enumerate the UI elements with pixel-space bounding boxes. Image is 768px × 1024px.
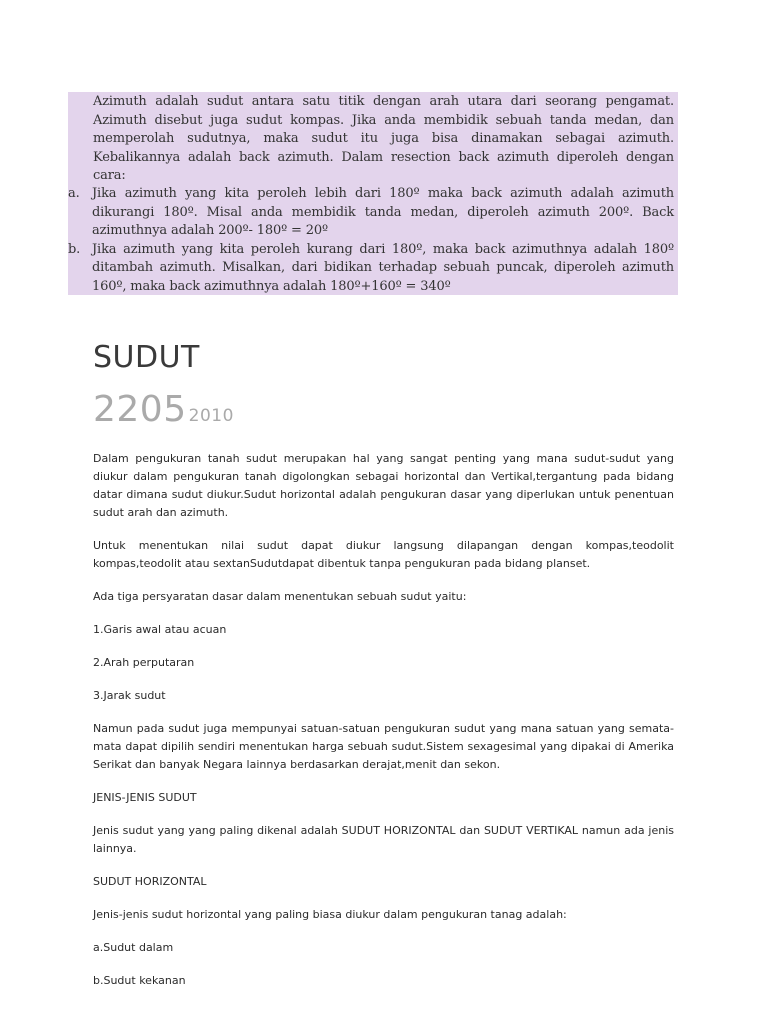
body-paragraph: Dalam pengukuran tanah sudut merupakan hal yang sangat penting yang mana sudut-sudut yang diukur dalam pengukuran tanah digolongkan sebagai horizontal dan Vertikal,tergantung pada bidang datar dimana sudut diukur.Sudut horizontal adalah pengukuran dasar yang diperlukan untuk penentuan sudut arah dan azimuth. bbox=[93, 452, 674, 519]
list-item bbox=[68, 185, 674, 241]
body-paragraph: 2.Arah perputaran bbox=[93, 656, 195, 669]
body-paragraph: 3.Jarak sudut bbox=[93, 689, 166, 702]
section-heading: JENIS-JENIS SUDUT bbox=[93, 791, 197, 804]
body-paragraph: Ada tiga persyaratan dasar dalam menentukan sebuah sudut yaitu: bbox=[93, 590, 467, 603]
section-heading: SUDUT HORIZONTAL bbox=[93, 875, 207, 888]
article-body bbox=[93, 450, 674, 1005]
date-day-month: 2205 bbox=[93, 389, 187, 430]
body-paragraph: Jenis-jenis sudut horizontal yang paling biasa diukur dalam pengukuran tanag adalah: bbox=[93, 908, 567, 921]
list-marker: b. bbox=[68, 241, 81, 257]
back-azimuth-list bbox=[68, 185, 674, 296]
list-item-text: Jika azimuth yang kita peroleh kurang dari 180º, maka back azimuthnya adalah 180º ditambah azimuth. Misalkan, dari bidikan terhadap sebuah puncak, diperoleh azimuth 160º, maka back azimuthnya adalah 180º+160º = 340º bbox=[92, 241, 674, 294]
body-paragraph: Namun pada sudut juga mempunyai satuan-satuan pengukuran sudut yang mana satuan yang semata-mata dapat dipilih sendiri menentukan harga sebuah sudut.Sistem sexagesimal yang dipakai di Amerika Serikat dan banyak Negara lainnya berdasarkan derajat,menit dan sekon. bbox=[93, 722, 674, 771]
list-item-text: Jika azimuth yang kita peroleh lebih dari 180º maka back azimuth adalah azimuth dikurangi 180º. Misal anda membidik tanda medan, diperoleh azimuth 200º. Back azimuthnya adalah 200º- 180º = 20º bbox=[92, 186, 674, 238]
body-paragraph: 1.Garis awal atau acuan bbox=[93, 623, 227, 636]
date-year: 2010 bbox=[188, 406, 234, 426]
article-title: SUDUT bbox=[93, 340, 200, 375]
body-paragraph: Jenis sudut yang yang paling dikenal adalah SUDUT HORIZONTAL dan SUDUT VERTIKAL namun ada jenis lainnya. bbox=[93, 824, 674, 855]
highlighted-intro bbox=[93, 93, 674, 186]
list-item bbox=[68, 241, 674, 297]
body-paragraph: Untuk menentukan nilai sudut dapat diukur langsung dilapangan dengan kompas,teodolit kompas,teodolit atau sextanSudutdapat dibentuk tanpa pengukuran pada bidang planset. bbox=[93, 539, 674, 570]
list-marker: a. bbox=[68, 186, 80, 201]
body-paragraph: b.Sudut kekanan bbox=[93, 974, 186, 987]
article-date bbox=[93, 389, 234, 430]
body-paragraph: a.Sudut dalam bbox=[93, 941, 174, 954]
azimuth-intro-paragraph: Azimuth adalah sudut antara satu titik dengan arah utara dari seorang pengamat. Azimuth disebut juga sudut kompas. Jika anda membidik sebuah tanda medan, dan memperolah sudutnya, maka sudut itu juga bisa dinamakan sebagai azimuth. Kebalikannya adalah back azimuth. Dalam resection back azimuth diperoleh dengan cara: bbox=[93, 94, 674, 183]
